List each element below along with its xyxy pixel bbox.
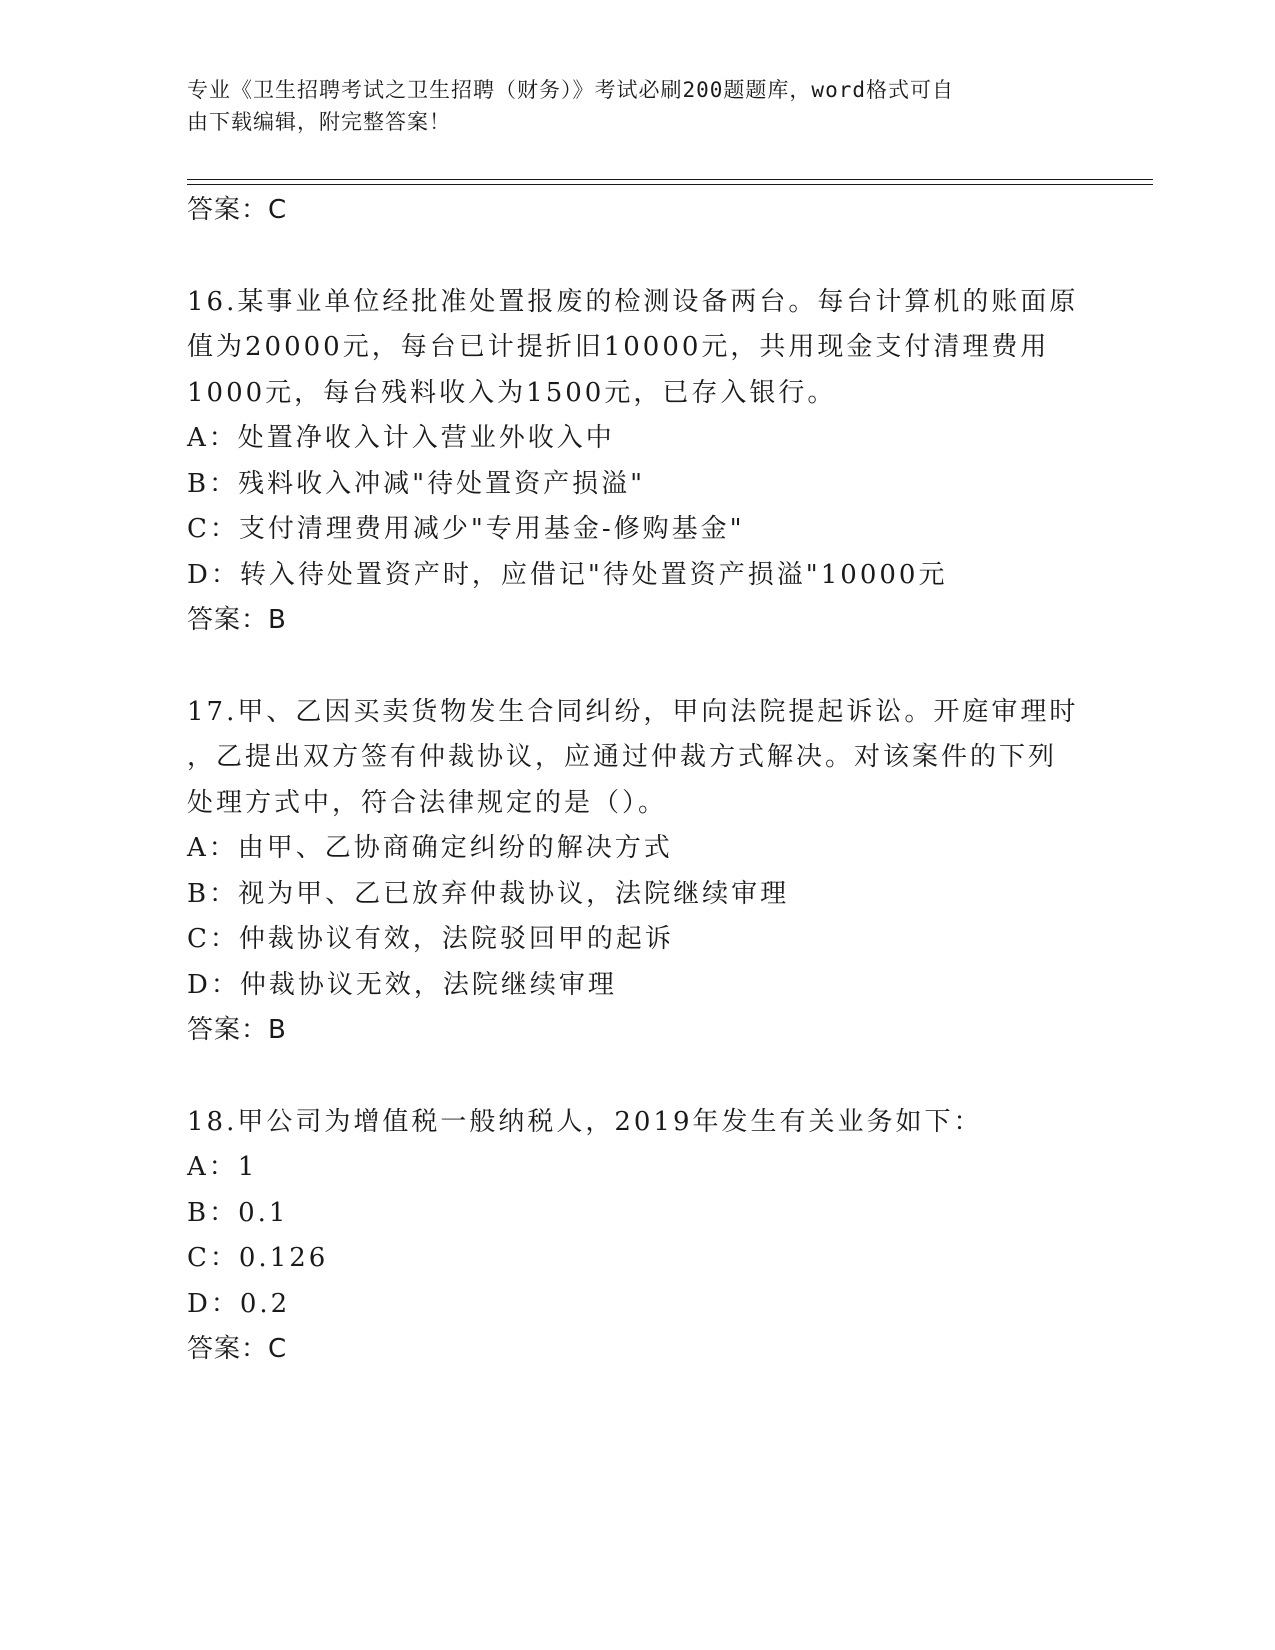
answer-line: 答案：C: [187, 1334, 288, 1364]
option-a: A：1: [187, 1152, 258, 1182]
option-d: D：转入待处置资产时，应借记"待处置资产损溢"10000元: [187, 559, 948, 590]
answer-line: 答案：B: [187, 1015, 287, 1045]
document-header: [187, 74, 1087, 138]
header-line-2: 由下载编辑，附完整答案！: [187, 110, 451, 134]
header-line-1: 专业《卫生招聘考试之卫生招聘（财务）》考试必刷200题题库，word格式可自: [187, 78, 954, 102]
question-17: [187, 690, 1087, 1054]
question-stem-line: 值为20000元，每台已计提折旧10000元，共用现金支付清理费用: [187, 332, 1050, 362]
option-d: D：仲裁协议无效，法院继续审理: [187, 969, 617, 1000]
answer-line: 答案：B: [187, 605, 287, 635]
question-stem-line: 16.某事业单位经批准处置报废的检测设备两台。每台计算机的账面原: [187, 286, 1079, 317]
question-list: [187, 188, 1087, 1373]
option-a: A：由甲、乙协商确定纠纷的解决方式: [187, 833, 673, 863]
question-stem-line: 1000元，每台残料收入为1500元，已存入银行。: [187, 377, 837, 408]
option-a: A：处置净收入计入营业外收入中: [187, 423, 615, 453]
option-b: B：残料收入冲减"待处置资产损溢": [187, 468, 646, 499]
question-stem-line: 18.甲公司为增值税一般纳税人，2019年发生有关业务如下：: [187, 1106, 983, 1137]
option-b: B：0.1: [187, 1197, 289, 1228]
question-stem-line: ，乙提出双方签有仲裁协议，应通过仲裁方式解决。对该案件的下列: [187, 742, 1058, 772]
question-16: [187, 280, 1087, 644]
option-c: C：仲裁协议有效，法院驳回甲的起诉: [187, 924, 674, 954]
question-stem-line: 处理方式中，符合法律规定的是（）。: [187, 787, 668, 818]
header-divider-top: [187, 179, 1153, 180]
option-c: C：0.126: [187, 1243, 329, 1273]
previous-answer: 答案：C: [187, 195, 288, 225]
option-b: B：视为甲、乙已放弃仲裁协议，法院继续审理: [187, 878, 790, 909]
question-18: [187, 1100, 1087, 1373]
option-c: C：支付清理费用减少"专用基金-修购基金": [187, 514, 745, 544]
header-divider-bottom: [187, 184, 1153, 185]
option-d: D：0.2: [187, 1288, 291, 1319]
question-stem-line: 17.甲、乙因买卖货物发生合同纠纷，甲向法院提起诉讼。开庭审理时: [187, 696, 1079, 727]
